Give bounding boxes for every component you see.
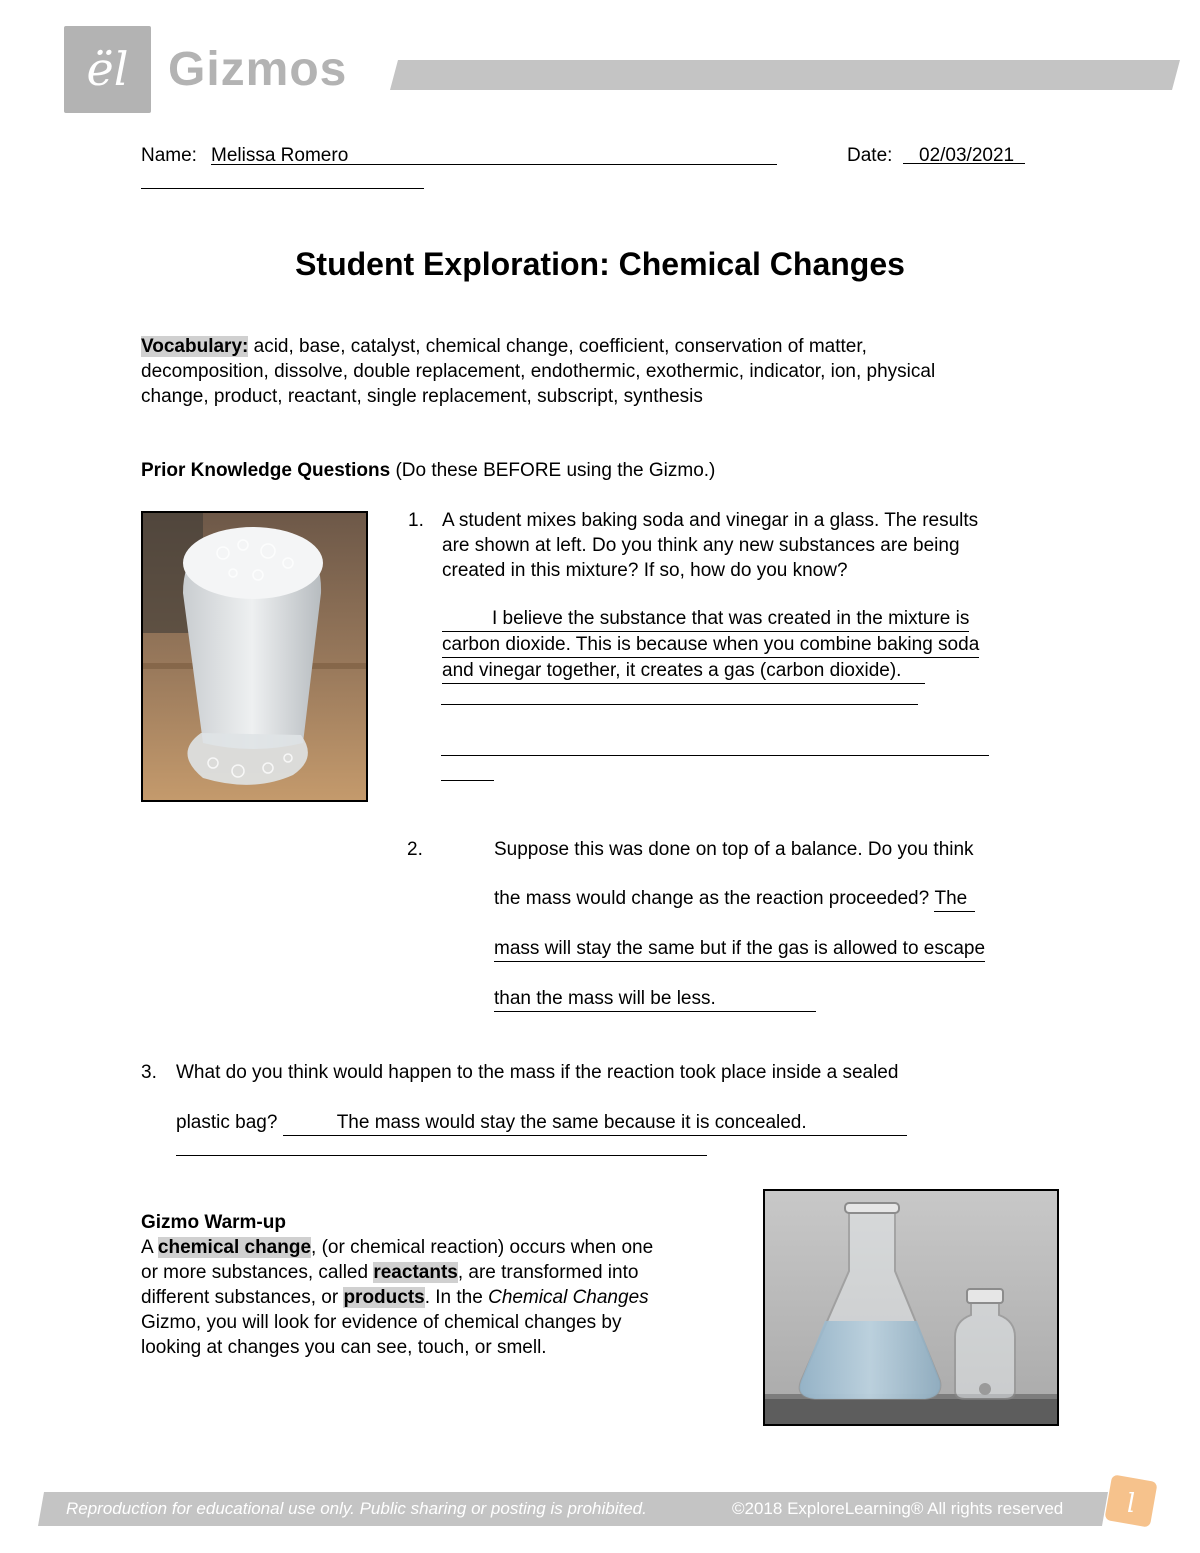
name-continuation-line bbox=[141, 188, 424, 189]
warmup-text: . In the bbox=[424, 1287, 483, 1308]
vocabulary-label: Vocabulary: bbox=[141, 336, 249, 357]
foaming-glass-illustration bbox=[143, 513, 366, 800]
svg-text:l: l bbox=[1126, 1489, 1136, 1519]
q1-answer bbox=[442, 606, 1082, 684]
footer-copyright: ©2018 ExploreLearning® All rights reserved bbox=[732, 1499, 1064, 1518]
q3-number: 3. bbox=[141, 1062, 157, 1083]
name-label: Name: bbox=[141, 145, 197, 166]
q2-answer-start: The bbox=[934, 888, 968, 909]
q1-answer-line: I believe the substance that was created in the mixture is bbox=[492, 608, 970, 629]
term-chemical-change: chemical change bbox=[157, 1237, 312, 1258]
date-value: 02/03/2021 bbox=[919, 145, 1015, 166]
foaming-glass-photo bbox=[141, 511, 368, 802]
vocabulary-block bbox=[141, 334, 1071, 409]
q1-line: A student mixes baking soda and vinegar in a glass. The results bbox=[442, 510, 979, 531]
name-field bbox=[211, 143, 777, 165]
q1-text bbox=[442, 508, 1082, 583]
q2-answer-line bbox=[494, 986, 816, 1012]
q1-answer-line: carbon dioxide. This is because when you combine baking soda bbox=[442, 634, 980, 655]
q3-line: What do you think would happen to the mass if the reaction took place inside a sealed bbox=[176, 1062, 899, 1083]
name-value: Melissa Romero bbox=[211, 145, 349, 166]
answer-line bbox=[441, 755, 989, 756]
warmup-text: looking at changes you can see, touch, or smell. bbox=[141, 1337, 547, 1358]
term-reactants: reactants bbox=[373, 1262, 458, 1283]
term-products: products bbox=[343, 1287, 425, 1308]
prior-knowledge-title: Prior Knowledge Questions bbox=[141, 460, 391, 481]
warmup-text: , are transformed into bbox=[457, 1262, 639, 1283]
q3-question-end: plastic bag? bbox=[176, 1112, 278, 1133]
footer-disclaimer: Reproduction for educational use only. Public sharing or posting is prohibited. bbox=[66, 1499, 647, 1518]
q1-line: created in this mixture? If so, how do you know? bbox=[442, 560, 848, 581]
q2-answer-text: mass will stay the same but if the gas is allowed to escape bbox=[494, 938, 986, 959]
gizmo-name: Chemical Changes bbox=[488, 1287, 649, 1308]
q2-number: 2. bbox=[407, 839, 423, 860]
date-field bbox=[903, 143, 1025, 164]
q1-answer-line: and vinegar together, it creates a gas (carbon dioxide). bbox=[442, 660, 902, 681]
warmup-text: Gizmo, you will look for evidence of chemical changes by bbox=[141, 1312, 622, 1333]
answer-line bbox=[176, 1155, 707, 1156]
warmup-block bbox=[141, 1210, 741, 1360]
header-bar bbox=[390, 60, 1180, 90]
answer-line bbox=[441, 780, 494, 781]
vocabulary-line: decomposition, dissolve, double replacement, endothermic, exothermic, indicator, ion, physical bbox=[141, 361, 936, 382]
q2-answer-line bbox=[494, 936, 985, 962]
flask-illustration bbox=[765, 1191, 1057, 1424]
gizmo-flask-image bbox=[763, 1189, 1059, 1426]
q3-line bbox=[176, 1110, 1076, 1136]
q1-number: 1. bbox=[408, 510, 424, 531]
warmup-text: A bbox=[141, 1237, 153, 1258]
answer-line bbox=[441, 704, 918, 705]
q2-question-end: the mass would change as the reaction proceeded? bbox=[494, 888, 930, 909]
q3-answer: The mass would stay the same because it is concealed. bbox=[336, 1112, 807, 1133]
warmup-text: , (or chemical reaction) occurs when one bbox=[311, 1237, 654, 1258]
warmup-heading: Gizmo Warm-up bbox=[141, 1212, 286, 1233]
vocabulary-line: change, product, reactant, single replacement, subscript, synthesis bbox=[141, 386, 703, 407]
vocabulary-line: acid, base, catalyst, chemical change, coefficient, conservation of matter, bbox=[253, 336, 867, 357]
prior-knowledge-note: (Do these BEFORE using the Gizmo.) bbox=[395, 460, 716, 481]
date-label: Date: bbox=[847, 145, 893, 166]
brand-name: Gizmos bbox=[168, 43, 348, 96]
explorelearning-logo: ël bbox=[86, 42, 129, 96]
q2-line bbox=[494, 886, 1094, 912]
prior-knowledge-heading bbox=[141, 458, 715, 483]
warmup-text: different substances, or bbox=[141, 1287, 339, 1308]
warmup-text: or more substances, called bbox=[141, 1262, 369, 1283]
explorelearning-badge-icon bbox=[1100, 1470, 1162, 1532]
q2-line: Suppose this was done on top of a balance. Do you think bbox=[494, 839, 974, 860]
q2-answer-text: than the mass will be less. bbox=[494, 988, 716, 1009]
q1-line: are shown at left. Do you think any new substances are being bbox=[442, 535, 960, 556]
page-title: Student Exploration: Chemical Changes bbox=[295, 246, 905, 282]
